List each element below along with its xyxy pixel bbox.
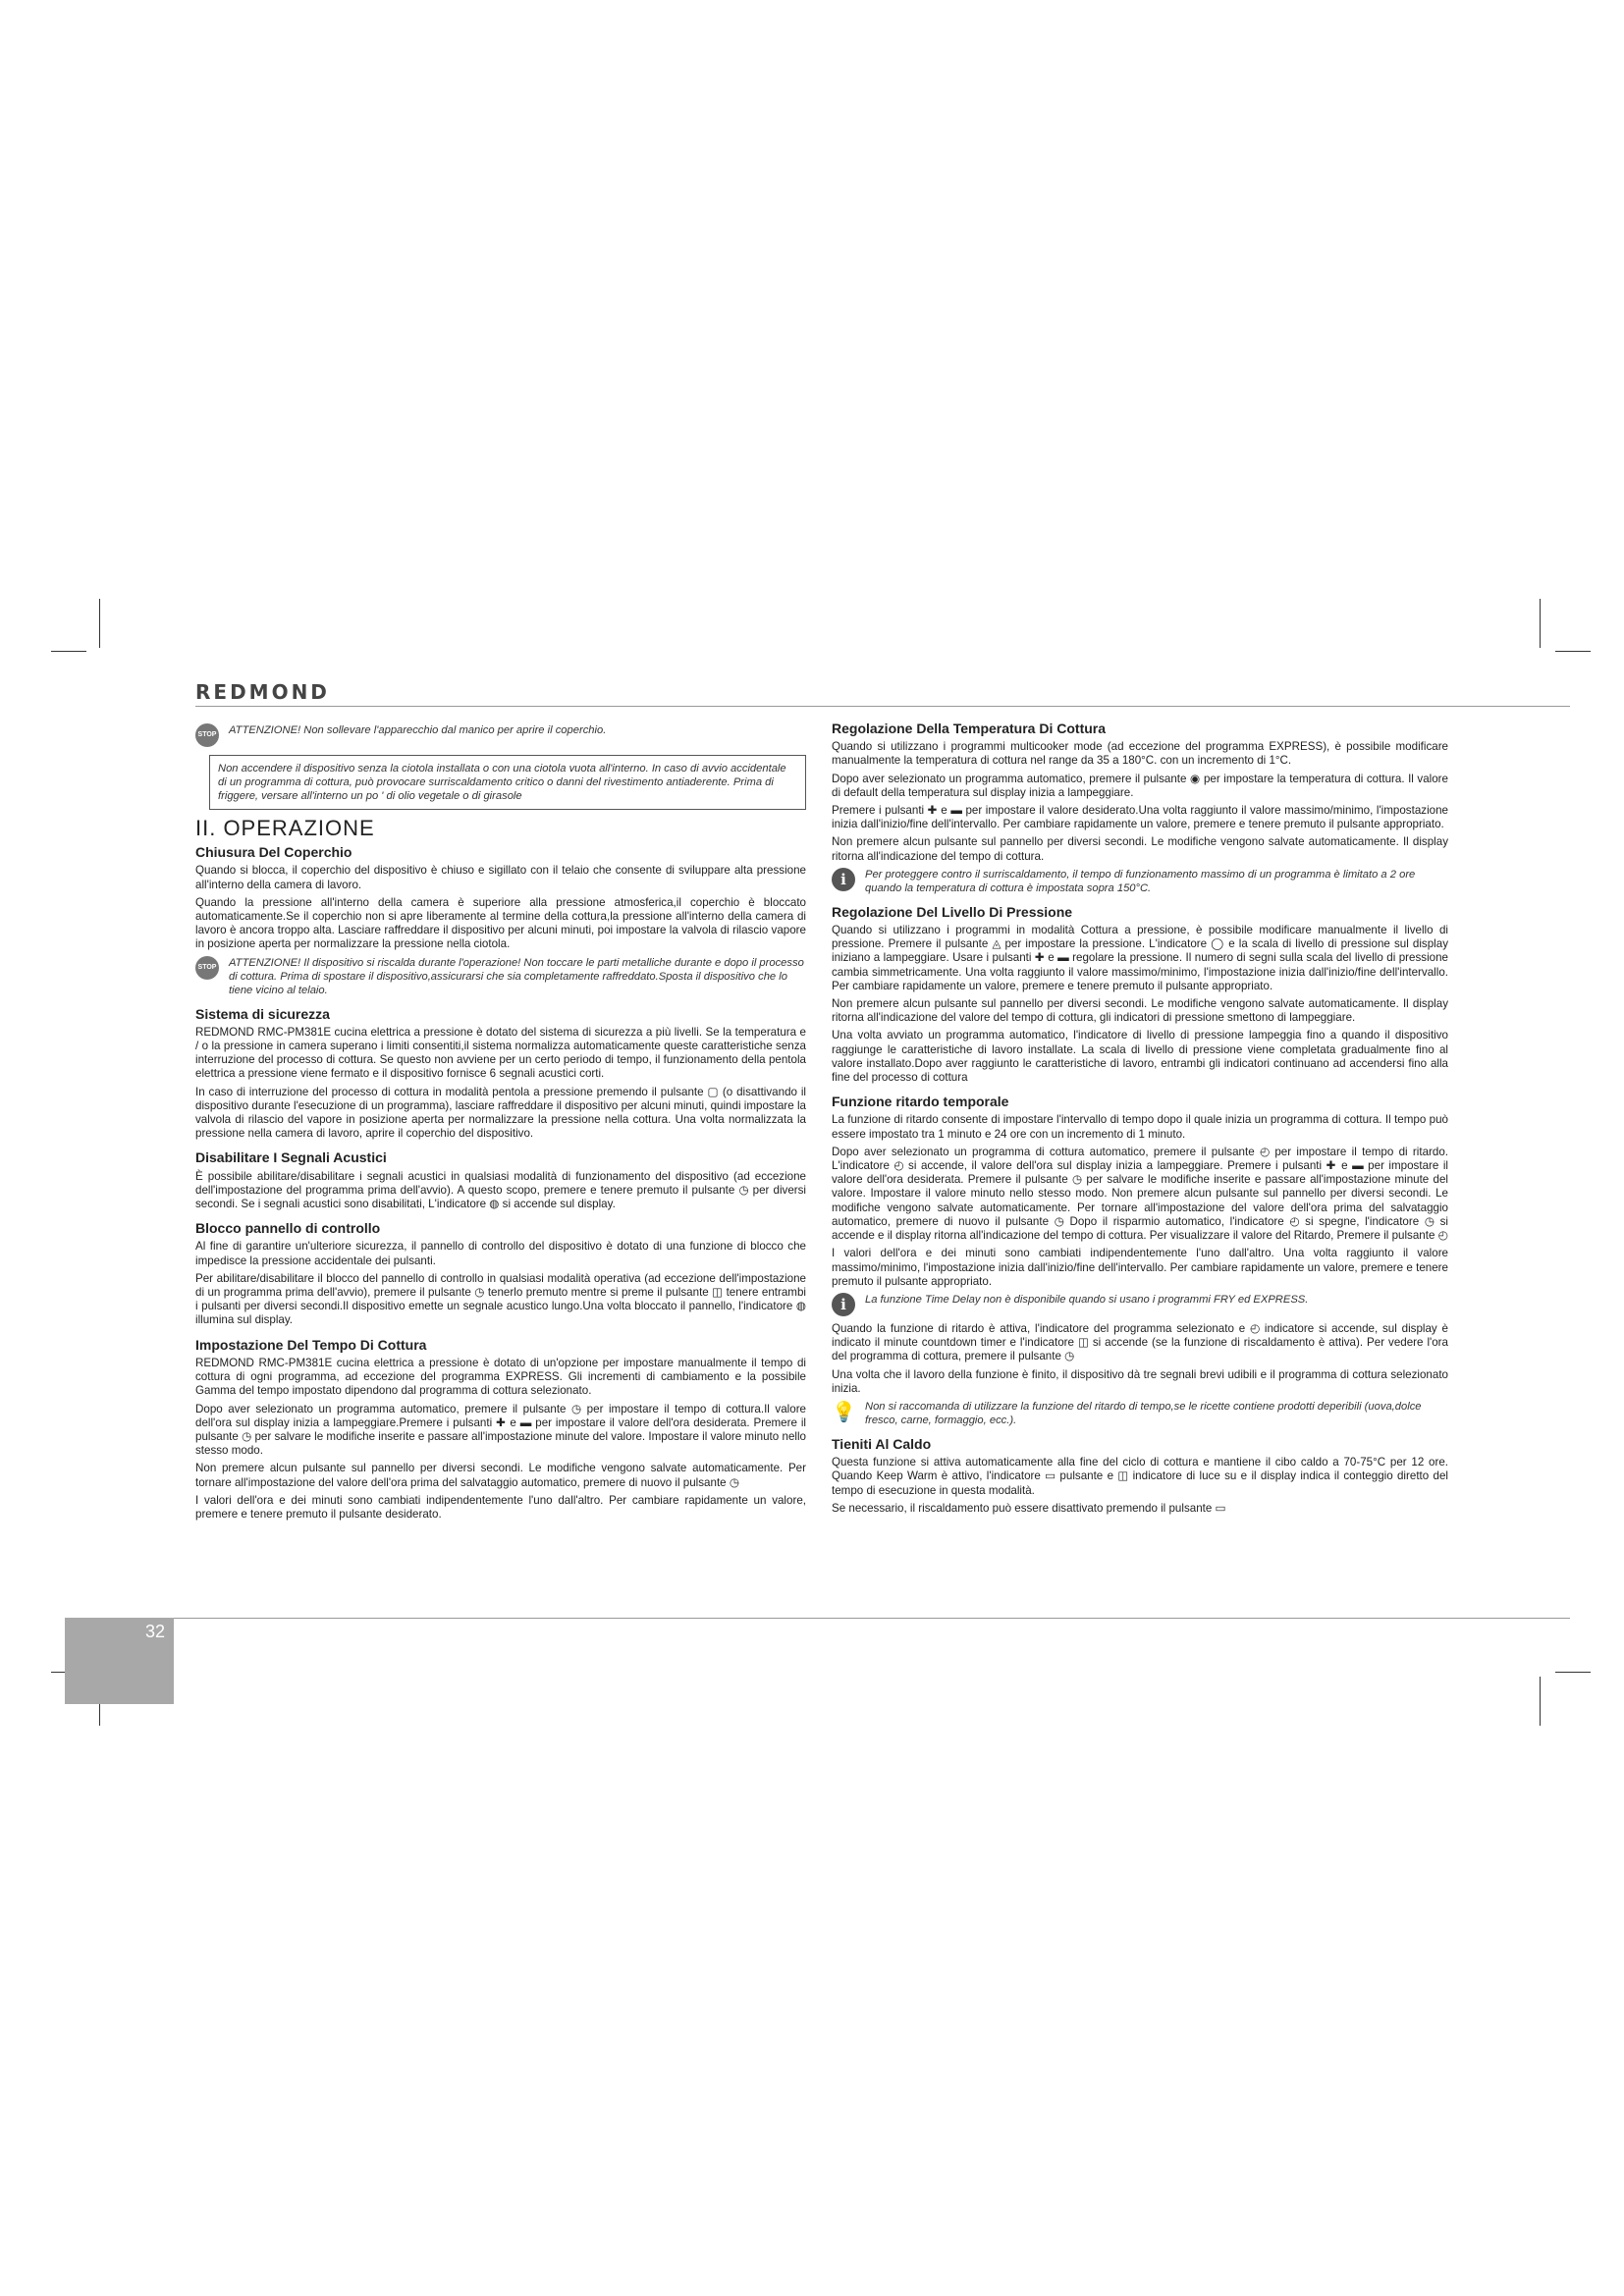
page-number: 32 <box>145 1622 166 1641</box>
paragraph: Quando la pressione all'interno della camera è superiore alla pressione atmosferica,il coperchio è bloccato automaticamente.Se il coperchio non si apre liberamente al termine della cottura,la pressione all'interno della camera di lavoro è ancora troppo alta. Lasciare raffreddare il dispositivo per alcuni minuti, poi impostare la valvola di rilascio vapore in posizione aperta per normalizzare la pressione nella ciotola. <box>195 895 806 951</box>
note-text: ATTENZIONE! Non sollevare l'apparecchio dal manico per aprire il coperchio. <box>229 724 607 736</box>
paragraph: Per abilitare/disabilitare il blocco del pannello di controllo in qualsiasi modalità operativa (ad eccezione dell'impostazione di un programma prima dell'avvio), premere il pulsante ◷ tenerlo premuto mentre si preme il pulsante ◫ tenere entrambi i pulsanti per diversi secondi.Il dispositivo emette un segnale acustico lungo.Una volta bloccato il pannello, l'indicatore ◍ illumina sul display. <box>195 1271 806 1327</box>
crop-mark <box>99 599 100 648</box>
paragraph: Quando la funzione di ritardo è attiva, l'indicatore del programma selezionato e ◴ indicatore si accende, sul display è indicato il minute countdown timer e l'indicatore ◫ si accende (se la funzione di riscaldamento è attiva). Per vedere l'ora del programma di cottura, premere il pulsante ◷ <box>832 1321 1448 1363</box>
paragraph: Se necessario, il riscaldamento può essere disattivato premendo il pulsante ▭ <box>832 1501 1226 1515</box>
left-column <box>195 720 806 1525</box>
paragraph: Quando si utilizzano i programmi multicooker mode (ad eccezione del programma EXPRESS), è possibile modificare manualmente la temperatura di cottura nel range da 35 a 180°C. con un incremento di 1°C. <box>832 740 1448 768</box>
info-icon: i <box>832 868 855 891</box>
heading-caldo: Tieniti Al Caldo <box>832 1435 932 1452</box>
brand-logo: REDMOND <box>195 680 330 704</box>
section-title: II. OPERAZIONE <box>195 816 375 840</box>
paragraph: Non premere alcun pulsante sul pannello per diversi secondi. Le modifiche vengono salvate automaticamente. Per tornare all'impostazione del valore dell'ora prima del salvataggio automatico, premere di nuovo il pulsante ◷ <box>195 1462 806 1489</box>
heading-temperatura: Regolazione Della Temperatura Di Cottura <box>832 721 1107 736</box>
note-text: ATTENZIONE! Il dispositivo si riscalda durante l'operazione! Non toccare le parti metalliche durante e dopo il processo di cottura. Prima di spostare il dispositivo,assicurarsi che sia completamente raffreddato.Sposta il dispositivo che lo tiene vicino al telaio. <box>229 956 804 996</box>
paragraph: I valori dell'ora e dei minuti sono cambiati indipendentemente l'uno dall'altro. Per cambiare rapidamente un valore, premere e tenere premuto il pulsante desiderato. <box>195 1493 806 1521</box>
paragraph: La funzione di ritardo consente di impostare l'intervallo di tempo dopo il quale inizia un programma di cottura. Il tempo può essere impostato tra 1 minuto e 24 ore con un incremento di 1 minuto. <box>832 1113 1448 1141</box>
stop-note <box>195 956 806 997</box>
info-icon: i <box>832 1293 855 1316</box>
header-rule <box>195 706 1570 707</box>
paragraph: Questa funzione si attiva automaticamente alla fine del ciclo di cottura e mantiene il cibo caldo a 70-75°C per 12 ore. Quando Keep Warm è attivo, l'indicatore ▭ pulsante e ◫ indicatore di luce su e il display indica il conteggio diretto del tempo di esecuzione in questa modalità. <box>832 1456 1448 1497</box>
heading-acustici: Disabilitare I Segnali Acustici <box>195 1149 387 1166</box>
paragraph: Dopo aver selezionato un programma automatico, premere il pulsante ◷ per impostare il tempo di cottura.Il valore dell'ora sul display inizia a lampeggiare.Premere i pulsanti ✚ e ▬ per impostare il valore dell'ora desiderata. Premere il pulsante ◷ per salvare le modifiche inserite e passare all'impostazione minute del valore. Impostare il valore minuto nello stesso modo. <box>195 1402 806 1458</box>
info-note <box>832 868 1448 895</box>
paragraph: Quando si utilizzano i programmi in modalità Cottura a pressione, è possibile modificare manualmente il livello di pressione. Premere il pulsante ◬ per impostare la pressione. L'indicatore ◯ e la scala di livello di pressione sul display iniziano a lampeggiare. Usare i pulsanti ✚ e ▬ regolare la pressione. Il numero di segni sulla scala del livello di pressione cambia simmetricamente. Una volta raggiunto il valore massimo/minimo, l'impostazione inizia dall'inizio/fine dell'intervallo. Per cambiare rapidamente un valore, premere e tenere premuto il pulsante appropriato. <box>832 924 1448 992</box>
heading-sicurezza: Sistema di sicurezza <box>195 1005 330 1022</box>
paragraph: REDMOND RMC-PM381E cucina elettrica a pressione è dotato del sistema di sicurezza a più livelli. Se la temperatura e / o la pressione in camera superano i limiti consentiti,il sistema normalizza automaticamente queste caratteristiche senza interruzione del processo di cottura. Se questo non avviene per un certo periodo di tempo, il funzionamento della pentola elettrica a pressione viene fermato e il dispositivo fornisce 6 segnali acustici corti. <box>195 1025 806 1081</box>
heading-blocco: Blocco pannello di controllo <box>195 1220 381 1237</box>
lightbulb-icon: 💡 <box>832 1401 856 1423</box>
paragraph: Non premere alcun pulsante sul pannello per diversi secondi. Le modifiche vengono salvate automaticamente. Il display ritorna all'indicazione del valore del tempo di cottura, gli indicatori di pressione smettono di lampeggiare. <box>832 997 1448 1025</box>
crop-mark <box>1540 1677 1541 1726</box>
paragraph: REDMOND RMC-PM381E cucina elettrica a pressione è dotato di un'opzione per impostare manualmente il tempo di cottura di ogni programma, ad eccezione del programma EXPRESS. Gli incrementi di cambiamento e la possibile Gamma del tempo impostato dipendono dal programma di cottura selezionato. <box>195 1356 806 1398</box>
footer-rule <box>174 1618 1570 1619</box>
paragraph: È possibile abilitare/disabilitare i segnali acustici in qualsiasi modalità di funzionamento del dispositivo (ad eccezione dell'impostazione del programma prima dell'avvio). A questo scopo, premere e tenere premuto il pulsante ◷ per diversi secondi. Se i segnali acustici sono disabilitati, L'indicatore ◍ si accende sul display. <box>195 1169 806 1211</box>
paragraph: Premere i pulsanti ✚ e ▬ per impostare il valore desiderato.Una volta raggiunto il valore massimo/minimo, l'impostazione inizia dall'inizio/fine dell'intervallo. Per cambiare rapidamente un valore, premere e tenere premuto il pulsante appropriato. <box>832 804 1448 831</box>
heading-ritardo: Funzione ritardo temporale <box>832 1094 1009 1110</box>
note-text: Non si raccomanda di utilizzare la funzione del ritardo di tempo,se le ricette contiene prodotti deperibili (uova,dolce fresco, carne, formaggio, ecc.). <box>865 1400 1422 1426</box>
paragraph: In caso di interruzione del processo di cottura in modalità pentola a pressione premendo il pulsante ▢ (o disattivando il dispositivo durante l'esecuzione di un programma), lasciare raffreddare il dispositivo per alcuni minuti, quindi impostare la valvola di rilascio del vapore in posizione aperta per normalizzare la pressione nella cottura. Una volta normalizzata la pressione nella camera di lavoro, aprire il coperchio del dispositivo. <box>195 1085 806 1141</box>
info-note <box>832 1293 1448 1316</box>
paragraph: Dopo aver selezionato un programma di cottura automatico, premere il pulsante ◴ per impostare il tempo di ritardo. L'indicatore ◴ si accende, il valore dell'ora sul display inizia a lampeggiare. Premere i pulsanti ✚ e ▬ per impostare il valore dell'ora desiderata. Premere il pulsante ◷ per salvare le modifiche inserite e passare all'impostazione minute del valore. Impostare il valore minuto nello stesso modo. Non premere alcun pulsante sul pannello per diversi secondi. Le modifiche vengono salvate automaticamente. Per tornare all'impostazione del valore dell'ora prima del salvataggio automatico, premere di nuovo il pulsante ◷ Dopo il risparmio automatico, l'indicatore ◴ si spegne, l'indicatore ◷ si accende e il display ritorna all'indicazione del tempo di cottura. Per visualizzare il valore del Ritardo, Premere il pulsante ◴ <box>832 1145 1448 1243</box>
note-text: Per proteggere contro il surriscaldamento, il tempo di funzionamento massimo di un programma è limitato a 2 ore quando la temperatura di cottura è impostata sopra 150°C. <box>865 868 1416 894</box>
stop-icon: STOP <box>195 956 219 980</box>
heading-pressione: Regolazione Del Livello Di Pressione <box>832 903 1073 920</box>
tip-note <box>832 1400 1448 1427</box>
paragraph: Dopo aver selezionato un programma automatico, premere il pulsante ◉ per impostare la temperatura di cottura. Il valore di default della temperatura sul display inizia a lampeggiare. <box>832 772 1448 799</box>
crop-mark <box>1555 1672 1591 1673</box>
paragraph: Una volta avviato un programma automatico, l'indicatore di livello di pressione lampeggia fino a quando il dispositivo raggiunge le caratteristiche di lavoro installate. La scala di livello di pressione viene completata gradualmente fino al valore installato.Dopo aver raggiunto le caratteristiche di lavoro, entrambi gli indicatori continuano ad accendersi fino alla fine del processo di cottura <box>832 1029 1448 1085</box>
stop-note <box>195 723 806 747</box>
paragraph: I valori dell'ora e dei minuti sono cambiati indipendentemente l'uno dall'altro. Una volta raggiunto il valore massimo/minimo, l'impostazione inizia dall'inizio/fine dell'intervallo. Per cambiare rapidamente un valore, premere e tenere premuto il pulsante appropriato. <box>832 1247 1448 1288</box>
crop-mark <box>1540 599 1541 648</box>
paragraph: Quando si blocca, il coperchio del dispositivo è chiuso e sigillato con il telaio che consente di sviluppare alta pressione all'interno della camera di lavoro. <box>195 864 806 891</box>
crop-mark <box>51 651 86 652</box>
stop-icon: STOP <box>195 723 219 747</box>
paragraph: Una volta che il lavoro della funzione è finito, il dispositivo dà tre segnali brevi udibili e il programma di cottura selezionato inizia. <box>832 1367 1448 1395</box>
note-text: La funzione Time Delay non è disponibile quando si usano i programmi FRY ed EXPRESS. <box>865 1293 1309 1306</box>
boxed-warning: Non accendere il dispositivo senza la ciotola installata o con una ciotola vuota all'interno. In caso di avvio accidentale di un programma di cottura, può provocare surriscaldamento critico o danni del rivestimento antiaderente. Prima di friggere, versare all'interno un po ' di olio vegetale o di girasole <box>209 755 806 810</box>
paragraph: Al fine di garantire un'ulteriore sicurezza, il pannello di controllo del dispositivo è dotato di una funzione di blocco che impedisce la pressione accidentale dei pulsanti. <box>195 1240 806 1267</box>
right-column <box>832 720 1448 1520</box>
heading-tempo: Impostazione Del Tempo Di Cottura <box>195 1336 427 1353</box>
crop-mark <box>1555 651 1591 652</box>
heading-chiusura: Chiusura Del Coperchio <box>195 844 352 861</box>
paragraph: Non premere alcun pulsante sul pannello per diversi secondi. Le modifiche vengono salvate automaticamente. Il display ritorna all'indicazione del tempo di cottura. <box>832 835 1448 863</box>
